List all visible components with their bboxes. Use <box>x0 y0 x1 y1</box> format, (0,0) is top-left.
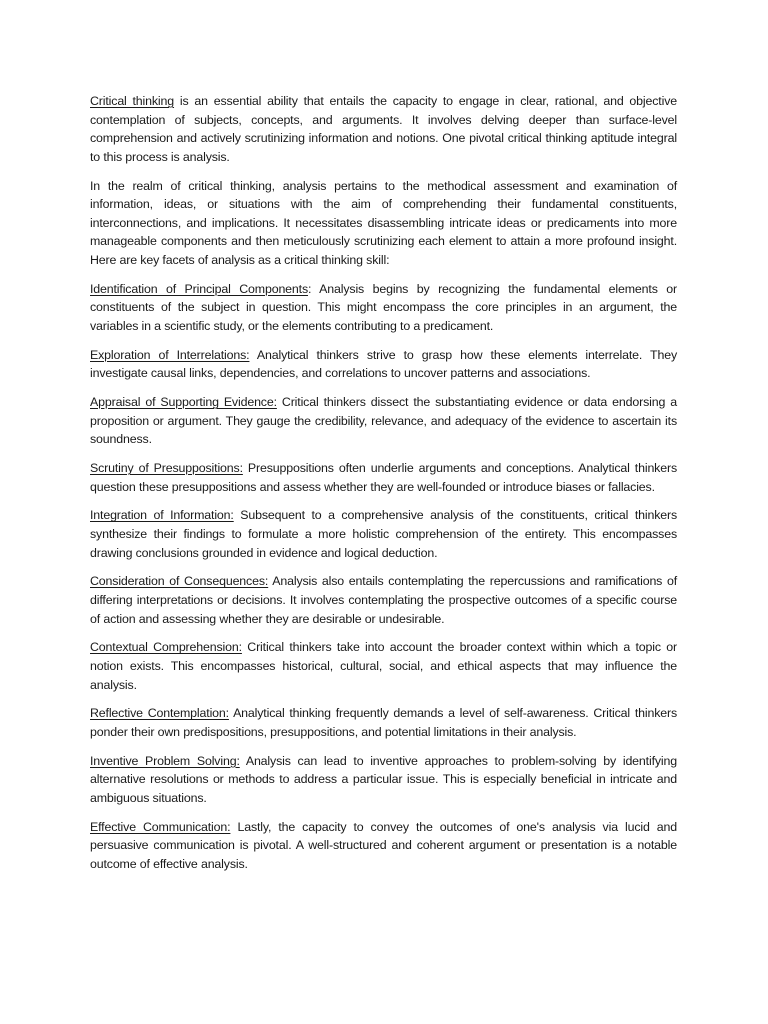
facet-term: Scrutiny of Presuppositions: <box>90 461 243 476</box>
facet-paragraph <box>90 280 677 336</box>
facet-paragraph <box>90 704 677 741</box>
facet-text: : Analysis begins by recognizing the fundamental elements or constituents of the subject in question. This might encompass the core principles in an argument, the variables in a scientific study, or the elements contributing to a predicament. <box>90 281 677 333</box>
facet-paragraph <box>90 638 677 694</box>
facet-term: Identification of Principal Components <box>90 281 309 296</box>
facet-paragraph <box>90 752 677 808</box>
facet-paragraph <box>90 818 677 874</box>
facet-term: Consideration of Consequences: <box>90 574 269 589</box>
facet-paragraph <box>90 346 677 383</box>
facet-text: Analytical thinkers strive to grasp how these elements interrelate. They investigate causal links, dependencies, and correlations to uncover patterns and associations. <box>90 347 677 381</box>
intro-paragraph <box>90 92 677 166</box>
facet-paragraph <box>90 459 677 496</box>
facet-text: Analytical thinking frequently demands a level of self-awareness. Critical thinkers ponder their own predispositions, presuppositions, and potential limitations in their analysis. <box>90 706 678 739</box>
facet-text: Analysis also entails contemplating the repercussions and ramifications of differing interpretations or decisions. It involves contemplating the prospective outcomes of a specific course of action and assessing whether they are desirable or undesirable. <box>90 574 678 626</box>
facet-text: Presuppositions often underlie arguments and conceptions. Analytical thinkers question these presuppositions and assess whether they are well-founded or introduce biases or fallacies. <box>90 461 677 494</box>
critical-thinking-link[interactable]: Critical thinking <box>90 94 175 108</box>
facet-text: Analysis can lead to inventive approaches to problem-solving by identifying alternative resolutions or methods to address a particular issue. This is especially beneficial in intricate and ambiguous situations. <box>90 753 677 805</box>
facet-text: Critical thinkers take into account the broader context within which a topic or notion exists. This encompasses historical, cultural, social, and ethical aspects that may influence the analysis. <box>90 640 677 692</box>
document-body <box>90 92 677 884</box>
facet-paragraph <box>90 506 677 562</box>
facet-term: Appraisal of Supporting Evidence: <box>90 395 277 410</box>
facet-term: Integration of Information: <box>90 508 234 523</box>
overview-paragraph: In the realm of critical thinking, analysis pertains to the methodical assessment and examination of information, ideas, or situations with the aim of comprehending their fundamental constituents, interconnections, and implications. It necessitates disassembling intricate ideas or predicaments into more manageable components and then meticulously scrutinizing each element to attain a more profound insight. Here are key facets of analysis as a critical thinking skill: <box>90 178 677 267</box>
facet-paragraph <box>90 393 677 449</box>
intro-text: is an essential ability that entails the capacity to engage in clear, rational, and objective contemplation of subjects, concepts, and arguments. It involves delving deeper than surface-level comprehension and actively scrutinizing information and notions. One pivotal critical thinking aptitude integral to this process is analysis. <box>90 94 677 164</box>
facet-term: Exploration of Interrelations: <box>90 347 250 362</box>
facet-text: Lastly, the capacity to convey the outcomes of one's analysis via lucid and persuasive communication is pivotal. A well-structured and coherent argument or presentation is a notable outcome of effective analysis. <box>90 819 677 871</box>
facet-term: Inventive Problem Solving: <box>90 753 240 768</box>
facet-term: Reflective Contemplation: <box>90 706 229 721</box>
facet-term: Contextual Comprehension: <box>90 640 242 655</box>
facet-text: Subsequent to a comprehensive analysis of the constituents, critical thinkers synthesize their findings to formulate a more holistic comprehension of the entirety. This encompasses drawing conclusions grounded in evidence and logical deduction. <box>90 508 678 560</box>
facet-term: Effective Communication: <box>90 819 231 834</box>
facet-text: Critical thinkers dissect the substantiating evidence or data endorsing a proposition or argument. They gauge the credibility, relevance, and adequacy of the evidence to ascertain its soundness. <box>90 395 677 447</box>
facet-paragraph <box>90 572 677 628</box>
